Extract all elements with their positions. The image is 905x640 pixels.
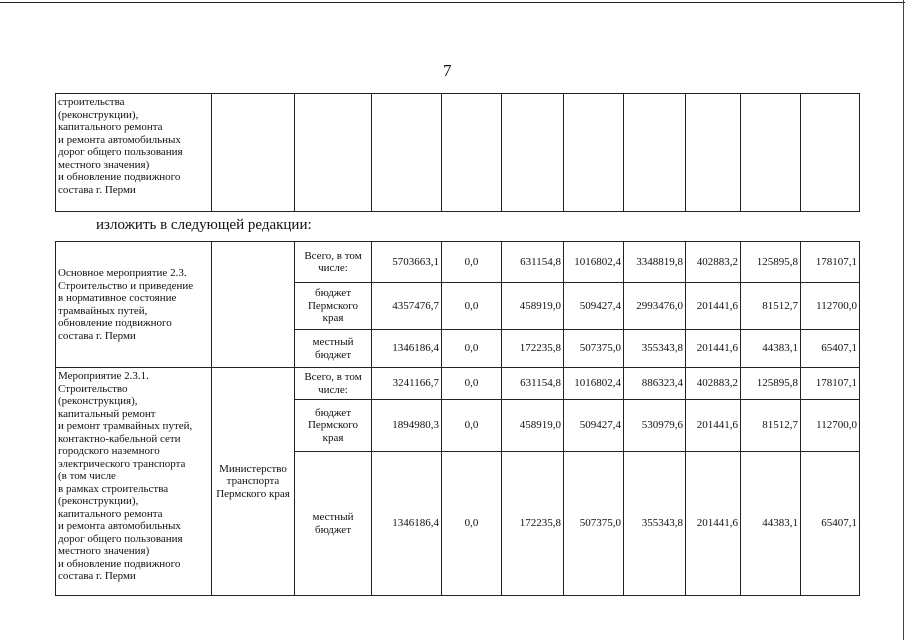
empty-cell bbox=[502, 94, 564, 212]
value-cell: 631154,8 bbox=[502, 242, 564, 283]
value-cell: 112700,0 bbox=[801, 283, 860, 330]
name-line: обновление подвижного bbox=[58, 317, 172, 329]
value-cell: 458919,0 bbox=[502, 400, 564, 452]
page-top-rule bbox=[0, 2, 905, 3]
name-line: и ремонт трамвайных путей, bbox=[58, 420, 193, 432]
label-line: бюджет bbox=[315, 348, 351, 361]
source-total-label bbox=[295, 242, 372, 283]
source-local-label bbox=[295, 452, 372, 596]
value-cell: 3241166,7 bbox=[372, 368, 442, 400]
value-cell: 402883,2 bbox=[686, 242, 741, 283]
table-row bbox=[56, 242, 860, 283]
value-cell: 0,0 bbox=[442, 242, 502, 283]
name-line: и обновление подвижного bbox=[58, 557, 181, 570]
name-line: капитального ремонта bbox=[58, 121, 163, 133]
value-cell: 886323,4 bbox=[624, 368, 686, 400]
name-line: (реконструкции), bbox=[58, 495, 139, 507]
name-line: городского наземного bbox=[58, 445, 160, 457]
value-cell: 507375,0 bbox=[564, 330, 624, 368]
empty-cell bbox=[624, 94, 686, 212]
value-cell: 530979,6 bbox=[624, 400, 686, 452]
name-line: и ремонта автомобильных bbox=[58, 520, 181, 532]
name-line: дорог общего пользования bbox=[58, 532, 183, 545]
label-line: местный bbox=[312, 336, 354, 348]
name-line: строительства bbox=[58, 96, 125, 108]
name-line: состава г. Перми bbox=[58, 329, 136, 342]
executor-line: транспорта bbox=[226, 475, 280, 488]
value-cell: 44383,1 bbox=[741, 452, 801, 596]
page-edge-rule bbox=[903, 0, 904, 640]
name-line: в нормативное состояние bbox=[58, 292, 177, 304]
empty-cell bbox=[295, 94, 372, 212]
value-cell: 125895,8 bbox=[741, 242, 801, 283]
value-cell: 178107,1 bbox=[801, 242, 860, 283]
financing-table bbox=[55, 241, 860, 596]
value-cell: 631154,8 bbox=[502, 368, 564, 400]
name-line: капитального ремонта bbox=[58, 507, 163, 520]
page-number: 7 bbox=[443, 61, 452, 80]
name-line: контактно-кабельной сети bbox=[58, 432, 181, 445]
sub-executor-cell bbox=[212, 368, 295, 596]
value-cell: 65407,1 bbox=[801, 330, 860, 368]
value-cell: 0,0 bbox=[442, 330, 502, 368]
table-row bbox=[56, 94, 860, 212]
value-cell: 201441,6 bbox=[686, 452, 741, 596]
name-line: Основное мероприятие 2.3. bbox=[58, 267, 187, 279]
sub-measure-name-cell bbox=[56, 368, 212, 596]
value-cell: 507375,0 bbox=[564, 452, 624, 596]
value-cell: 0,0 bbox=[442, 400, 502, 452]
source-total-label bbox=[295, 368, 372, 400]
name-line: Строительство bbox=[58, 382, 128, 395]
name-line: состава г. Перми bbox=[58, 183, 136, 196]
label-line: края bbox=[322, 431, 344, 444]
label-line: числе: bbox=[318, 262, 348, 274]
source-regional-label bbox=[295, 400, 372, 452]
name-line: и обновление подвижного bbox=[58, 171, 181, 183]
value-cell: 44383,1 bbox=[741, 330, 801, 368]
empty-cell bbox=[372, 94, 442, 212]
value-cell: 1016802,4 bbox=[564, 242, 624, 283]
old-version-table bbox=[55, 93, 860, 212]
value-cell: 1346186,4 bbox=[372, 452, 442, 596]
executor-line: Пермского края bbox=[216, 487, 290, 500]
name-line: в рамках строительства bbox=[58, 482, 169, 495]
label-line: местный bbox=[312, 511, 354, 523]
empty-cell bbox=[741, 94, 801, 212]
value-cell: 5703663,1 bbox=[372, 242, 442, 283]
value-cell: 178107,1 bbox=[801, 368, 860, 400]
empty-cell bbox=[442, 94, 502, 212]
value-cell: 201441,6 bbox=[686, 283, 741, 330]
label-line: бюджет bbox=[315, 523, 351, 536]
value-cell: 509427,4 bbox=[564, 400, 624, 452]
main-measure-name-cell bbox=[56, 242, 212, 368]
value-cell: 125895,8 bbox=[741, 368, 801, 400]
name-line: дорог общего пользования bbox=[58, 146, 183, 158]
value-cell: 509427,4 bbox=[564, 283, 624, 330]
empty-cell bbox=[212, 94, 295, 212]
value-cell: 201441,6 bbox=[686, 330, 741, 368]
value-cell: 1894980,3 bbox=[372, 400, 442, 452]
empty-cell bbox=[801, 94, 860, 212]
old-measure-name-cell bbox=[56, 94, 212, 212]
empty-cell bbox=[686, 94, 741, 212]
value-cell: 0,0 bbox=[442, 368, 502, 400]
source-local-label bbox=[295, 330, 372, 368]
value-cell: 81512,7 bbox=[741, 283, 801, 330]
value-cell: 2993476,0 bbox=[624, 283, 686, 330]
label-line: Всего, в том bbox=[304, 371, 362, 383]
value-cell: 201441,6 bbox=[686, 400, 741, 452]
value-cell: 402883,2 bbox=[686, 368, 741, 400]
name-line: (реконструкции), bbox=[58, 108, 139, 121]
value-cell: 0,0 bbox=[442, 283, 502, 330]
name-line: (в том числе bbox=[58, 470, 116, 482]
value-cell: 172235,8 bbox=[502, 452, 564, 596]
source-regional-label bbox=[295, 283, 372, 330]
value-cell: 81512,7 bbox=[741, 400, 801, 452]
label-line: бюджет bbox=[315, 406, 351, 419]
table-row bbox=[56, 368, 860, 400]
name-line: местного значения) bbox=[58, 158, 150, 171]
value-cell: 65407,1 bbox=[801, 452, 860, 596]
name-line: (реконструкция), bbox=[58, 395, 138, 407]
executor-line: Министерство bbox=[219, 462, 287, 475]
value-cell: 458919,0 bbox=[502, 283, 564, 330]
value-cell: 355343,8 bbox=[624, 452, 686, 596]
main-executor-cell bbox=[212, 242, 295, 368]
value-cell: 0,0 bbox=[442, 452, 502, 596]
value-cell: 355343,8 bbox=[624, 330, 686, 368]
intro-text: изложить в следующей редакции: bbox=[96, 217, 312, 233]
label-line: числе: bbox=[318, 383, 348, 396]
name-line: электрического транспорта bbox=[58, 457, 186, 470]
value-cell: 172235,8 bbox=[502, 330, 564, 368]
empty-cell bbox=[564, 94, 624, 212]
name-line: капитальный ремонт bbox=[58, 407, 156, 420]
label-line: бюджет bbox=[315, 287, 351, 300]
value-cell: 112700,0 bbox=[801, 400, 860, 452]
value-cell: 1016802,4 bbox=[564, 368, 624, 400]
value-cell: 1346186,4 bbox=[372, 330, 442, 368]
name-line: Мероприятие 2.3.1. bbox=[58, 370, 149, 382]
label-line: Всего, в том bbox=[304, 249, 362, 262]
name-line: состава г. Перми bbox=[58, 570, 136, 582]
label-line: Пермского bbox=[307, 419, 359, 432]
value-cell: 3348819,8 bbox=[624, 242, 686, 283]
name-line: местного значения) bbox=[58, 545, 150, 557]
label-line: Пермского bbox=[307, 299, 359, 312]
value-cell: 4357476,7 bbox=[372, 283, 442, 330]
name-line: Строительство и приведение bbox=[58, 279, 194, 292]
label-line: края bbox=[322, 312, 344, 325]
name-line: трамвайных путей, bbox=[58, 304, 148, 317]
name-line: и ремонта автомобильных bbox=[58, 133, 181, 146]
